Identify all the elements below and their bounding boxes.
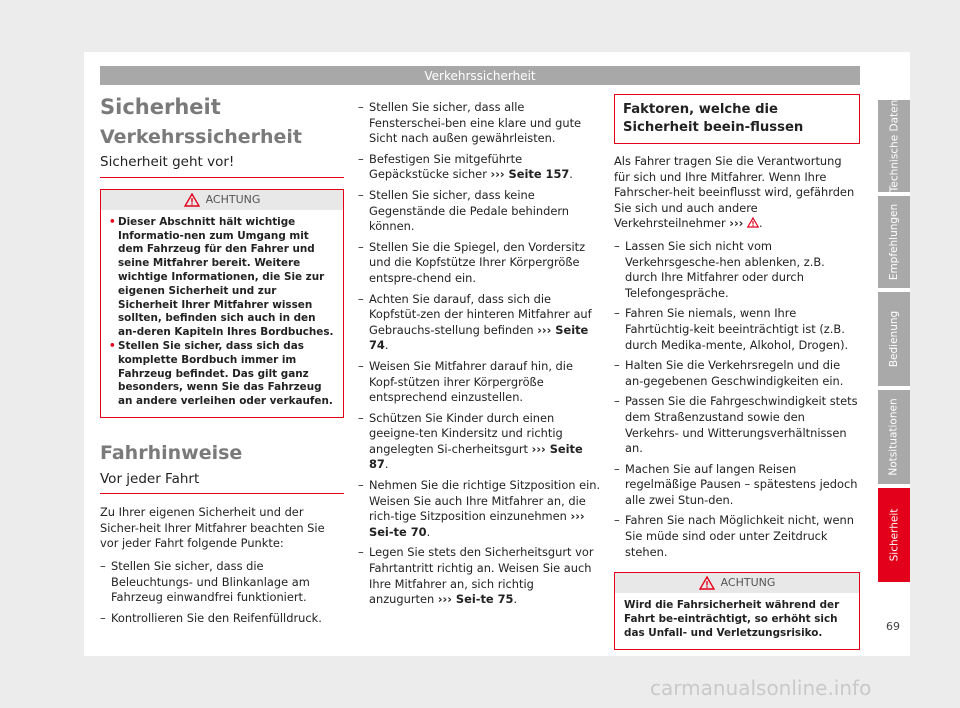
column-right xyxy=(614,94,860,650)
page-reference-link[interactable]: ››› Seite 157 xyxy=(490,167,570,182)
list-item xyxy=(358,292,602,354)
watermark: carmanualsonline.info xyxy=(650,676,872,700)
list-item xyxy=(358,188,602,235)
warning-icon xyxy=(747,217,759,228)
warning-reference-link[interactable]: ››› xyxy=(729,216,744,231)
list-item xyxy=(358,411,602,473)
warning-bullet: • Stellen Sie sicher, dass sich das komplette Bordbuch immer im Fahrzeug befindet. Das gilt ganz besonders, wenn Sie das Fahrzeug an andere verleihen oder verkaufen. xyxy=(110,340,334,409)
tab-label: Sicherheit xyxy=(888,508,901,562)
list-item-text: Weisen Sie Mitfahrer darauf hin, die Kopf-stützen ihrer Körpergröße entsprechend einzustellen. xyxy=(369,358,573,405)
page-reference-link[interactable]: ››› Seite 74 xyxy=(369,322,589,353)
list-item: – Fahren Sie nach Möglichkeit nicht, wenn Sie müde sind oder unter Zeitdruck stehen. xyxy=(614,513,860,560)
warning-header xyxy=(615,573,859,593)
list-item-text: Stellen Sie sicher, dass keine Gegenstände die Pedale behindern können. xyxy=(369,187,570,234)
list-item xyxy=(358,152,602,183)
list-item-text: Schützen Sie Kinder durch einen geeigne-ten Kindersitz und richtig angelegten Si-cherheitsgurt xyxy=(369,410,563,456)
list-item-text: Nehmen Sie die richtige Sitzposition ein. Weisen Sie auch Ihre Mitfahrer an, die rich-tige Sitzposition einzunehmen xyxy=(369,478,601,524)
checklist-continued xyxy=(358,100,602,608)
warning-icon xyxy=(699,576,715,590)
factors-intro-text: Als Fahrer tragen Sie die Verantwortung für sich und Ihre Mitfahrer. Wenn Ihre Fahrscher-heit beeinflusst wird, gefährden Sie sich und auch andere Verkehrsteilnehmer xyxy=(614,154,855,231)
page-number: 69 xyxy=(886,620,900,633)
tab-technische-daten[interactable] xyxy=(878,100,910,192)
list-item: – Passen Sie die Fahrgeschwindigkeit stets dem Straßenzustand sowie den Verkehrs- und Witterungsverhältnissen an. xyxy=(614,394,860,456)
list-item-tail: . xyxy=(426,524,431,539)
list-item-text: Achten Sie darauf, dass sich die Kopfstüt-zen der hinteren Mitfahrer auf Gebrauchs-stellung befinden xyxy=(369,291,592,337)
tab-label: Bedienung xyxy=(888,310,900,368)
running-header xyxy=(100,66,860,85)
page-reference-link[interactable]: ››› Seite 87 xyxy=(369,441,583,472)
factors-heading: Faktoren, welche die Sicherheit beein-flussen xyxy=(614,94,860,144)
list-item-text: Stellen Sie die Spiegel, den Vordersitz und die Kopfstütze Ihrer Körpergröße entspre-chend ein. xyxy=(369,239,586,285)
checklist xyxy=(100,559,344,626)
column-middle xyxy=(358,100,602,613)
running-header-title: Verkehrssicherheit xyxy=(424,68,536,83)
intro-paragraph: Zu Ihrer eigenen Sicherheit und der Sicher-heit Ihrer Mitfahrer beachten Sie vor jeder Fahrt folgende Punkte: xyxy=(100,505,325,551)
tab-label: Empfehlungen xyxy=(888,203,901,281)
column-left xyxy=(100,96,344,631)
warning-label: ACHTUNG xyxy=(720,576,776,590)
list-item-tail: . xyxy=(569,167,573,182)
page-reference-link[interactable]: ››› Sei-te 75 xyxy=(437,592,514,607)
list-item xyxy=(358,240,602,287)
list-item xyxy=(358,100,602,147)
section-title-fahrhinweise: Fahrhinweise xyxy=(100,441,243,464)
list-item: – Machen Sie auf langen Reisen regelmäßige Pausen – spätestens jedoch alle zwei Stun-den. xyxy=(614,462,860,509)
tab-bedienung[interactable] xyxy=(878,292,910,386)
list-item-tail: . xyxy=(513,592,518,607)
list-item-tail: . xyxy=(384,338,389,353)
list-item: – Halten Sie die Verkehrsregeln und die an-gegebenen Geschwindigkeiten ein. xyxy=(614,358,860,389)
list-item: – Stellen Sie sicher, dass die Beleuchtungs- und Blinkanlage am Fahrzeug einwandfrei funktioniert. xyxy=(100,559,344,606)
list-item xyxy=(358,478,602,540)
warning-label: ACHTUNG xyxy=(205,192,261,206)
list-item-tail: . xyxy=(384,457,389,472)
warning-box xyxy=(614,572,860,649)
subsection-heading: Sicherheit geht vor! xyxy=(100,155,344,178)
tab-notsituationen[interactable] xyxy=(878,390,910,484)
list-item xyxy=(358,359,602,406)
page-reference-link[interactable]: ››› Sei-te 70 xyxy=(369,509,585,539)
warning-body: Wird die Fahrsicherheit während der Fahrt be-einträchtigt, so erhöht sich das Unfall- und Verletzungsrisiko. xyxy=(624,599,840,639)
tab-sicherheit[interactable] xyxy=(878,488,910,582)
factors-intro: Als Fahrer tragen Sie die Verantwortung für sich und Ihre Mitfahrer. Wenn Ihre Fahrscher-heit beeinflusst wird, gefährden Sie sich und auch andere Verkehrsteilnehmer ››› . xyxy=(614,154,855,231)
warning-body xyxy=(101,210,343,417)
list-item-text: Stellen Sie sicher, dass alle Fensterschei-ben eine klare und gute Sicht nach außen gewährleisten. xyxy=(369,100,582,146)
tab-label: Technische Daten xyxy=(888,99,901,193)
tab-empfehlungen[interactable] xyxy=(878,196,910,288)
warning-header xyxy=(101,190,343,210)
list-item xyxy=(358,545,602,607)
warning-bullet: • Dieser Abschnitt hält wichtige Informatio-nen zum Umgang mit dem Fahrzeug für den Fahrer und seine Mitfahrer bereit. Weitere wichtige Informationen, die Sie zur eigenen Sicherheit und zur Sicherheit Ihrer Mitfahrer wissen sollten, befinden sich auch in den an-deren Kapiteln Ihres Bordbuches. xyxy=(110,216,334,340)
list-item-text: Befestigen Sie mitgeführte Gepäckstücke sicher xyxy=(369,151,523,182)
warning-icon xyxy=(184,193,200,207)
list-item: – Lassen Sie sich nicht vom Verkehrsgesche-hen ablenken, z.B. durch Ihre Mitfahrer oder durch Telefongespräche. xyxy=(614,239,860,301)
tab-label: Notsituationen xyxy=(888,398,900,476)
section-title: Verkehrssicherheit xyxy=(100,125,303,148)
list-item: – Kontrollieren Sie den Reifenfülldruck. xyxy=(100,611,344,627)
warning-box xyxy=(100,189,344,418)
chapter-title: Sicherheit xyxy=(100,95,221,119)
list-item-text: Legen Sie stets den Sicherheitsgurt vor Fahrtantritt richtig an. Weisen Sie auch Ihre Mitfahrer an, sich richtig anzugurten xyxy=(369,545,594,607)
list-item: – Fahren Sie niemals, wenn Ihre Fahrtüchtig-keit beeinträchtigt ist (z.B. durch Medika-mente, Alkohol, Drogen). xyxy=(614,306,860,353)
subsection-heading-vor-jeder-fahrt: Vor jeder Fahrt xyxy=(100,472,344,495)
factors-list xyxy=(614,239,860,560)
